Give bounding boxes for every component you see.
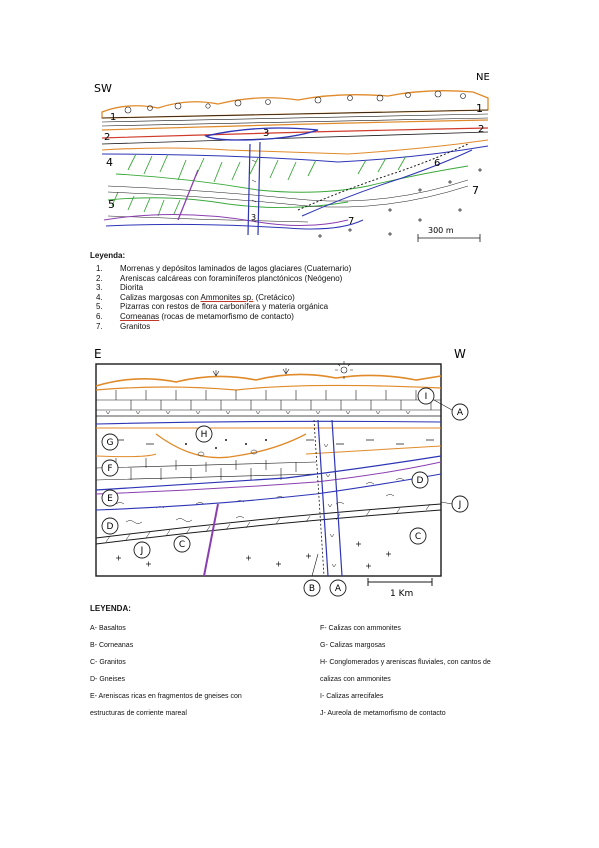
circle-label-J-left: J (140, 546, 144, 556)
legend-1-item: 7. Granitos (96, 321, 151, 331)
legend-2-item: A- Basaltos (90, 625, 126, 632)
scale-label-2: 1 Km (390, 589, 414, 599)
circle-label-B: B (308, 584, 316, 594)
legend-2-item: E- Areniscas ricas en fragmentos de gneises con (90, 693, 242, 700)
legend-2-title: LEYENDA: (90, 604, 131, 613)
legend-2-item: J- Aureola de metamorfismo de contacto (320, 710, 446, 717)
unit-label-1b: 1 (110, 112, 117, 123)
legend-1-list (96, 264, 351, 331)
circle-label-G: G (106, 438, 114, 448)
unit-label-3a: 3 (263, 128, 270, 139)
circle-label-H: H (200, 430, 208, 440)
circle-label-A: A (456, 408, 464, 418)
legend-2-item: D- Gneises (90, 676, 126, 683)
unit-label-7b: 7 (348, 216, 355, 227)
unit-label-5: 5 (108, 198, 115, 211)
orientation-ne: NE (476, 72, 490, 83)
cross-section-2 (86, 344, 506, 600)
circle-label-F: F (107, 464, 113, 474)
circle-label-J-right: J (458, 500, 462, 510)
scale-bar-1 (418, 234, 480, 242)
orientation-w: W (454, 347, 466, 361)
circle-label-A-bottom: A (334, 584, 342, 594)
legend-2-item: H- Conglomerados y areniscas fluviales, con cantos de (320, 659, 491, 666)
unit-label-6: 6 (434, 158, 441, 169)
legend-1-item: 4. Calizas margosas con Ammonites sp. (Cretácico) (96, 292, 295, 302)
unit-label-3b: 3 (251, 213, 257, 222)
legend-2-item: estructuras de corriente mareal (90, 710, 187, 717)
legend-1-item: 1. Morrenas y depósitos laminados de lagos glaciares (Cuaternario) (96, 264, 352, 273)
cross-section-1 (88, 70, 508, 245)
unit-label-2a: 2 (104, 132, 111, 143)
unit-label-7a: 7 (472, 184, 479, 197)
scale-bar-2 (368, 578, 432, 586)
circle-label-C-right: C (414, 532, 422, 542)
legend-2-item: G- Calizas margosas (320, 642, 386, 649)
legend-2-item: B- Corneanas (90, 642, 134, 649)
legend-2-item: calizas con ammonites (320, 676, 391, 683)
legend-1-item: 5. Pizarras con restos de flora carbonífera y materia orgánica (96, 302, 329, 312)
legend-2-item: I- Calizas arrecifales (320, 693, 384, 700)
legend-2-item: C- Granitos (90, 659, 126, 666)
unit-label-1a: 1 (476, 102, 483, 115)
circle-label-D-right: D (416, 476, 424, 486)
legend-2-item: F- Calizas con ammonites (320, 625, 401, 632)
orientation-sw: SW (94, 82, 112, 95)
legend-1-item: 3. Diorita (96, 283, 144, 293)
unit-label-2b: 2 (478, 124, 485, 135)
legend-1-title: Leyenda: (90, 251, 126, 260)
legend-1-item: 6. Corneanas (rocas de metamorfismo de contacto) (96, 311, 294, 321)
orientation-e: E (94, 347, 102, 361)
legend-1-item: 2. Areniscas calcáreas con foraminíferos planctónicos (Neógeno) (96, 273, 343, 283)
circle-label-C-left: C (178, 540, 186, 550)
unit-label-4: 4 (106, 156, 113, 169)
circle-label-D-left: D (106, 522, 114, 532)
circle-label-I: I (424, 392, 428, 402)
legend-2-right-column (320, 620, 491, 722)
legend-2-left-column (90, 620, 242, 722)
circle-label-E: E (107, 494, 113, 504)
scale-label-1: 300 m (428, 226, 454, 235)
